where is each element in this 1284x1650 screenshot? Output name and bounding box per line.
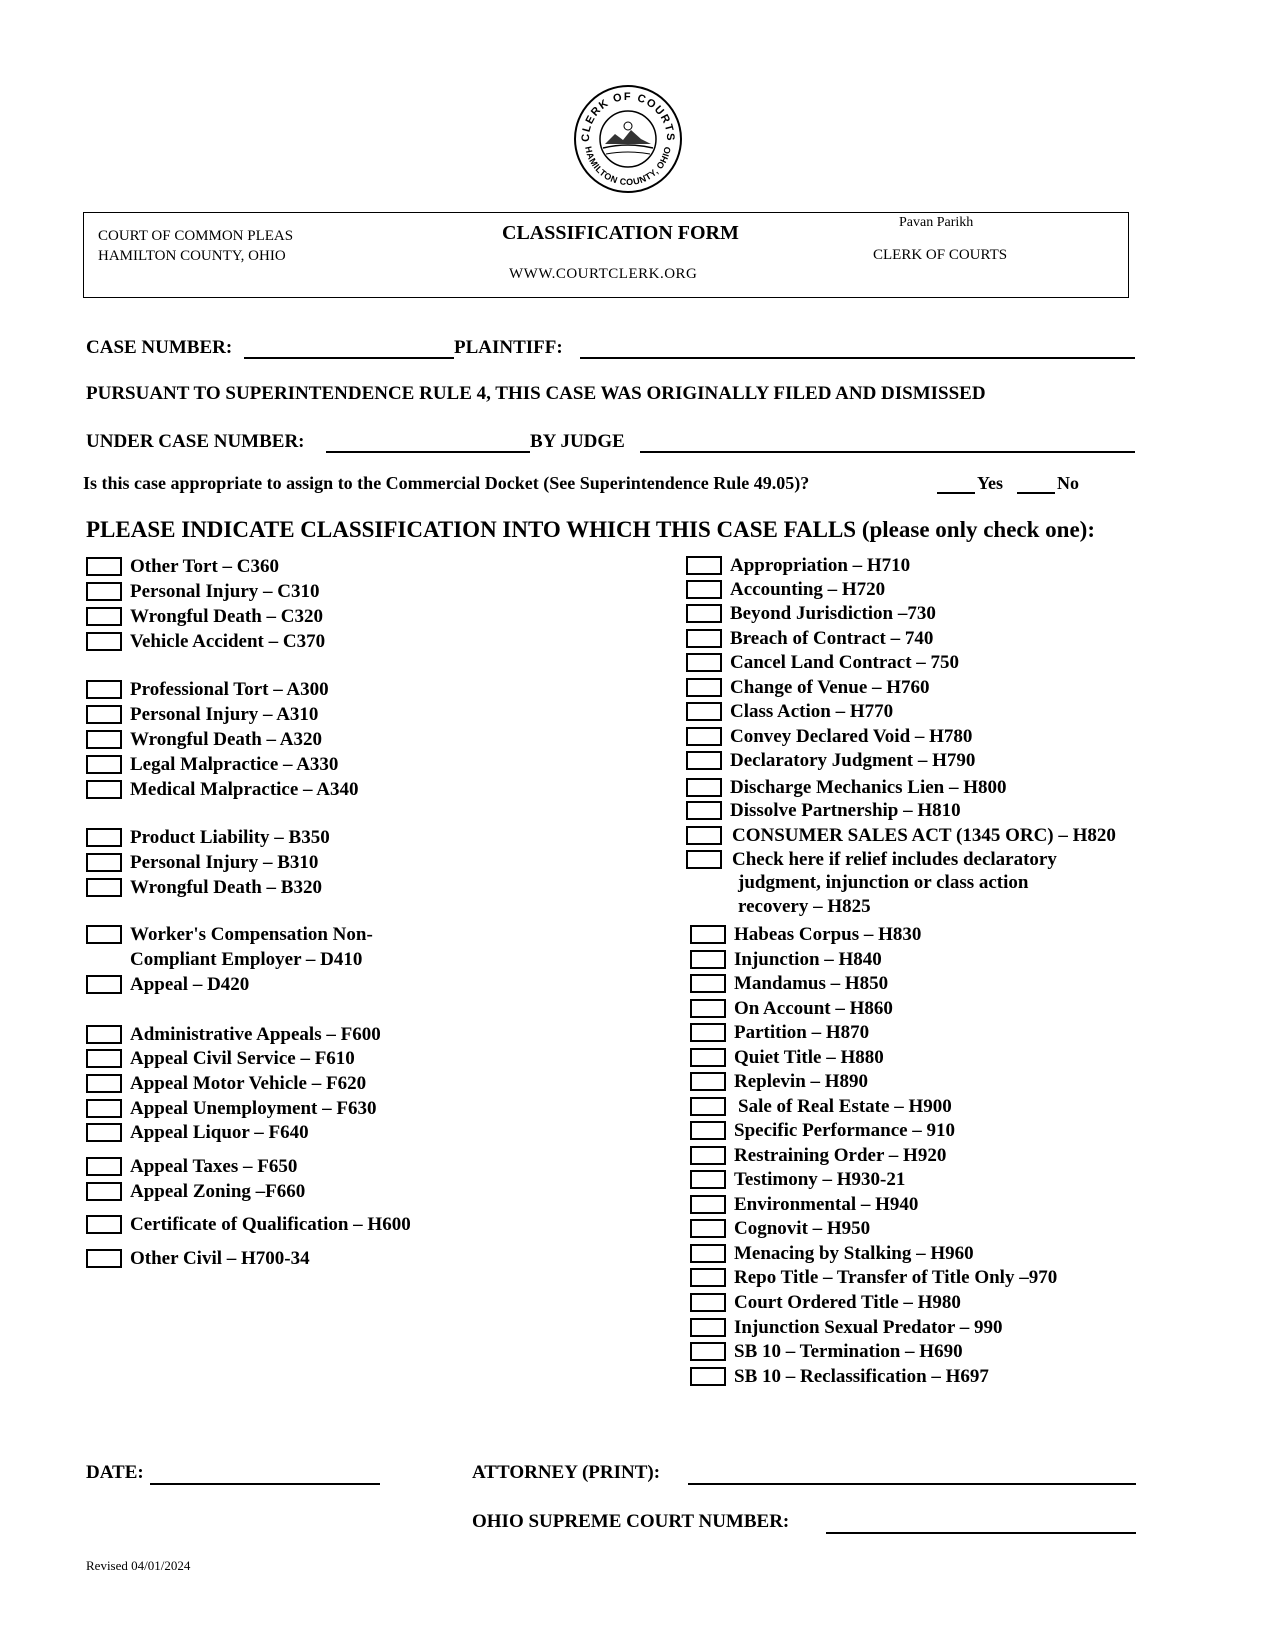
plaintiff-field[interactable] xyxy=(580,357,1135,359)
checkbox[interactable] xyxy=(686,801,722,820)
judge-field[interactable] xyxy=(640,451,1135,453)
checkbox[interactable] xyxy=(86,1074,122,1093)
clerk-of-courts-seal xyxy=(573,84,683,194)
by-judge-label: BY JUDGE xyxy=(530,431,625,452)
checkbox[interactable] xyxy=(690,1146,726,1165)
under-case-number-field[interactable] xyxy=(326,451,530,453)
checkbox[interactable] xyxy=(86,853,122,872)
no-label: No xyxy=(1057,473,1079,493)
attorney-field[interactable] xyxy=(688,1483,1136,1485)
checkbox[interactable] xyxy=(86,755,122,774)
checkbox[interactable] xyxy=(686,850,722,869)
checkbox[interactable] xyxy=(86,1099,122,1118)
checkbox[interactable] xyxy=(86,878,122,897)
checkbox[interactable] xyxy=(686,727,722,746)
under-case-number-label: UNDER CASE NUMBER: xyxy=(86,431,305,452)
checkbox[interactable] xyxy=(690,1367,726,1386)
checkbox[interactable] xyxy=(686,580,722,599)
court-county: HAMILTON COUNTY, OHIO xyxy=(98,248,286,264)
checkbox[interactable] xyxy=(690,925,726,944)
case-number-field[interactable] xyxy=(244,357,454,359)
checkbox[interactable] xyxy=(86,1157,122,1176)
svg-text:CLERK OF COURTS: CLERK OF COURTS xyxy=(579,91,677,143)
checkbox[interactable] xyxy=(86,607,122,626)
checkbox[interactable] xyxy=(86,1215,122,1234)
checkbox[interactable] xyxy=(86,1123,122,1142)
checkbox[interactable] xyxy=(86,1049,122,1068)
checkbox[interactable] xyxy=(690,1244,726,1263)
yes-label: Yes xyxy=(977,473,1003,493)
checkbox[interactable] xyxy=(86,828,122,847)
checkbox[interactable] xyxy=(86,705,122,724)
court-name: COURT OF COMMON PLEAS xyxy=(98,228,294,244)
checkbox[interactable] xyxy=(686,751,722,770)
classification-heading: PLEASE INDICATE CLASSIFICATION INTO WHICH THIS CASE FALLS (please only check one): xyxy=(86,517,1095,542)
checkbox[interactable] xyxy=(686,629,722,648)
supreme-court-number-field[interactable] xyxy=(826,1532,1136,1534)
clerk-title: CLERK OF COURTS xyxy=(873,247,1008,263)
checkbox[interactable] xyxy=(690,1023,726,1042)
checkbox[interactable] xyxy=(690,1170,726,1189)
checkbox[interactable] xyxy=(686,604,722,623)
checkbox[interactable] xyxy=(690,1097,726,1116)
case-number-label: CASE NUMBER: xyxy=(86,337,233,358)
checkbox[interactable] xyxy=(86,730,122,749)
checkbox[interactable] xyxy=(690,1072,726,1091)
checkbox[interactable] xyxy=(690,1318,726,1337)
checkbox[interactable] xyxy=(686,702,722,721)
revision-date: Revised 04/01/2024 xyxy=(86,1558,191,1573)
pursuant-statement: PURSUANT TO SUPERINTENDENCE RULE 4, THIS CASE WAS ORIGINALLY FILED AND DISMISSED xyxy=(86,383,986,404)
checkbox[interactable] xyxy=(690,1268,726,1287)
supreme-court-number-label: OHIO SUPREME COURT NUMBER: xyxy=(472,1511,790,1532)
checkbox[interactable] xyxy=(86,975,122,994)
checkbox[interactable] xyxy=(690,1195,726,1214)
checkbox[interactable] xyxy=(690,974,726,993)
checkbox[interactable] xyxy=(686,826,722,845)
form-title: CLASSIFICATION FORM xyxy=(502,222,739,244)
checkbox[interactable] xyxy=(86,557,122,576)
checkbox[interactable] xyxy=(86,582,122,601)
checkbox[interactable] xyxy=(690,1219,726,1238)
checkbox[interactable] xyxy=(686,678,722,697)
checkbox[interactable] xyxy=(86,1182,122,1201)
checkbox[interactable] xyxy=(690,1293,726,1312)
checkbox[interactable] xyxy=(690,1342,726,1361)
checkbox[interactable] xyxy=(690,999,726,1018)
commercial-no-field[interactable] xyxy=(1017,492,1055,494)
checkbox[interactable] xyxy=(686,653,722,672)
svg-text:HAMILTON COUNTY, OHIO: HAMILTON COUNTY, OHIO xyxy=(583,145,673,188)
checkbox[interactable] xyxy=(86,780,122,799)
website-url: WWW.COURTCLERK.ORG xyxy=(509,266,698,282)
checkbox[interactable] xyxy=(690,950,726,969)
checkbox[interactable] xyxy=(86,1025,122,1044)
checkbox[interactable] xyxy=(86,680,122,699)
plaintiff-label: PLAINTIFF: xyxy=(454,337,563,358)
checkbox[interactable] xyxy=(686,778,722,797)
clerk-name: Pavan Parikh xyxy=(899,215,974,230)
checkbox[interactable] xyxy=(86,925,122,944)
checkbox[interactable] xyxy=(690,1121,726,1140)
commercial-yes-field[interactable] xyxy=(937,492,975,494)
date-label: DATE: xyxy=(86,1462,144,1483)
commercial-docket-question: Is this case appropriate to assign to the Commercial Docket (See Superintendence Rule 49.05)? xyxy=(83,473,810,493)
attorney-label: ATTORNEY (PRINT): xyxy=(472,1462,661,1483)
checkbox[interactable] xyxy=(690,1048,726,1067)
checkbox[interactable] xyxy=(686,556,722,575)
checkbox[interactable] xyxy=(86,1249,122,1268)
date-field[interactable] xyxy=(150,1483,380,1485)
checkbox[interactable] xyxy=(86,632,122,651)
